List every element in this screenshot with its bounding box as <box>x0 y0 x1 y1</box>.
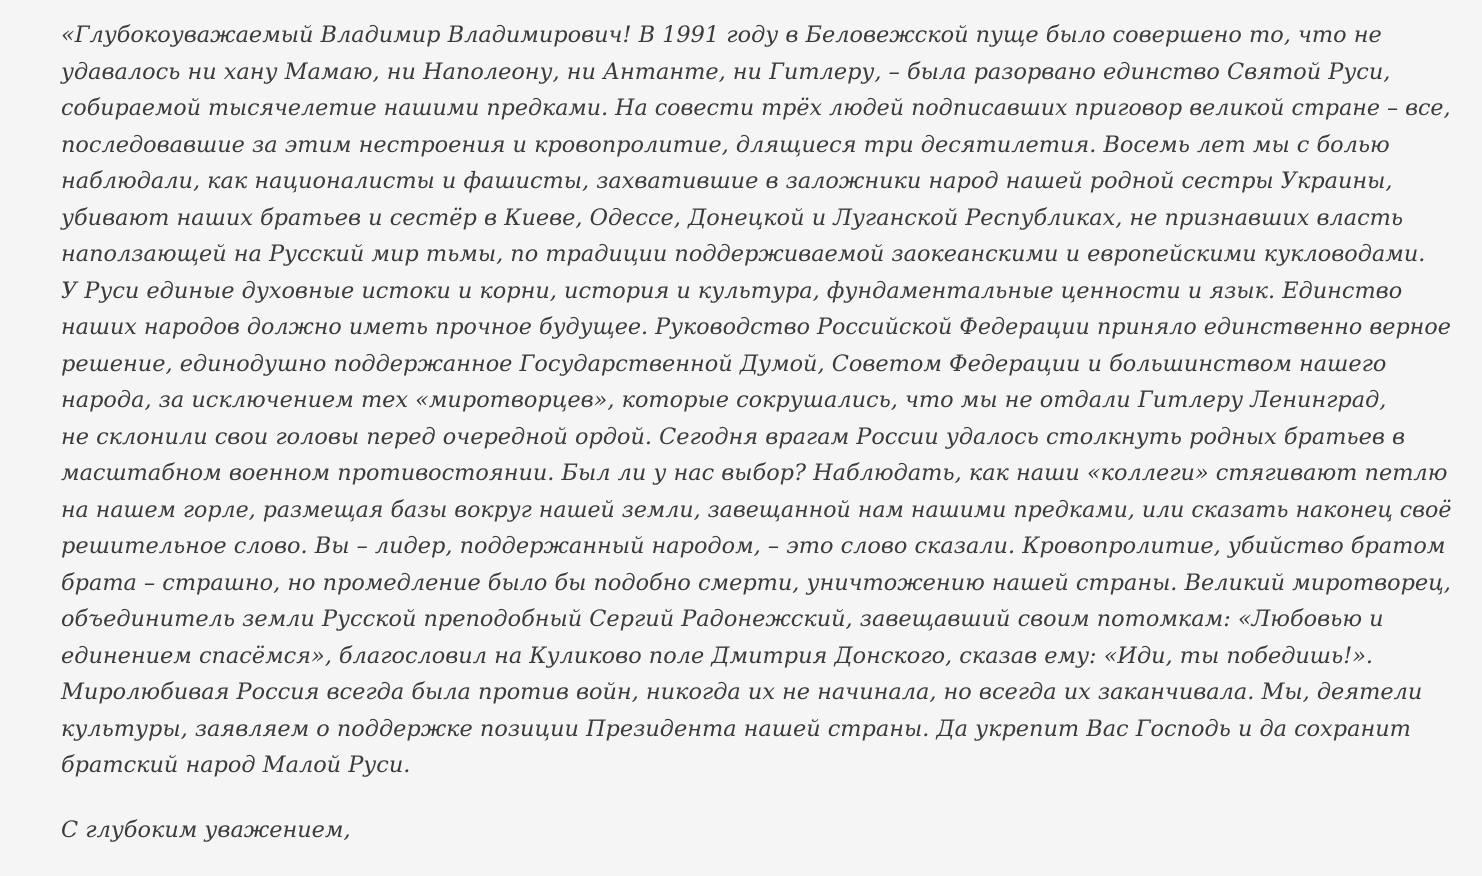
letter-line: масштабном военном противостоянии. Был ли у нас выбор? Наблюдать, как наши «коллеги» стягивают петлю <box>61 460 1448 486</box>
letter-line: последовавшие за этим нестроения и кровопролитие, длящиеся три десятилетия. Восемь лет мы с болью <box>61 131 1390 158</box>
letter-line: наползающей на Русский мир тьмы, по традиции поддерживаемой заокеанскими и европейскими кукловодами. <box>61 241 1426 267</box>
letter-line: наших народов должно иметь прочное будущее. Руководство Российской Федерации приняло единственно верное <box>61 314 1451 340</box>
letter-line: собираемой тысячелетие нашими предками. На совести трёх людей подписавших приговор великой стране – все, <box>61 95 1451 121</box>
letter-line: единением спасёмся», благословил на Куликово поле Дмитрия Донского, сказав ему: «Иди, ты победишь!». <box>61 642 1374 669</box>
letter-line: объединитель земли Русской преподобный Сергий Радонежский, завещавший своим потомкам: «Любовью и <box>61 606 1384 632</box>
letter-line: Миролюбивая Россия всегда была против войн, никогда их не начинала, но всегда их заканчивала. Мы, деятели <box>61 679 1423 705</box>
letter-line: «Глубокоуважаемый Владимир Владимирович! В 1991 году в Беловежской пуще было совершено то, что не <box>61 22 1382 48</box>
letter-line: народа, за исключением тех «миротворцев», которые сокрушались, что мы не отдали Гитлеру Ленинград, <box>61 387 1387 413</box>
letter-line: У Руси единые духовные истоки и корни, история и культура, фундаментальные ценности и язык. Единство <box>61 277 1403 304</box>
letter-line: братский народ Малой Руси. <box>61 752 411 778</box>
letter-line: не склонили свои головы перед очередной ордой. Сегодня врагам России удалось столкнуть родных братьев в <box>61 423 1406 450</box>
letter-line: убивают наших братьев и сестёр в Киеве, Одессе, Донецкой и Луганской Республиках, не признавших власть <box>61 204 1404 231</box>
letter-line: брата – страшно, но промедление было бы подобно смерти, уничтожению нашей страны. Великий миротворец, <box>61 569 1451 596</box>
letter-body <box>61 17 1451 784</box>
letter-closing: С глубоким уважением, <box>61 817 351 843</box>
letter-line: на нашем горле, размещая базы вокруг нашей земли, завещанной нам нашими предками, или сказать наконец своё <box>61 496 1452 523</box>
letter-line: культуры, заявляем о поддержке позиции Президента нашей страны. Да укрепит Вас Господь и да сохранит <box>61 715 1411 742</box>
letter-line: решение, единодушно поддержанное Государственной Думой, Советом Федерации и большинством нашего <box>61 350 1387 377</box>
letter-line: удавалось ни хану Мамаю, ни Наполеону, ни Антанте, ни Гитлеру, – была разорвано единство Святой Руси, <box>61 58 1391 85</box>
letter-line: наблюдали, как националисты и фашисты, захватившие в заложники народ нашей родной сестры Украины, <box>61 168 1393 194</box>
letter-line: решительное слово. Вы – лидер, поддержанный народом, – это слово сказали. Кровопролитие, убийство братом <box>61 533 1446 559</box>
